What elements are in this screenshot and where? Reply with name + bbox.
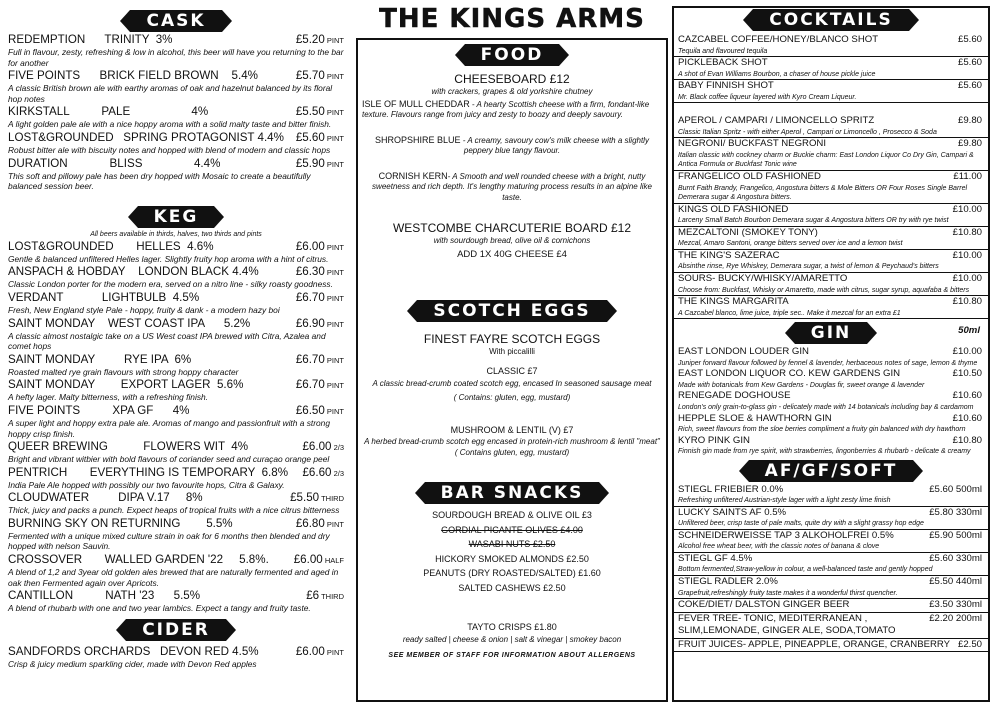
cheeseboard-title: CHEESEBOARD £12 [454, 72, 570, 86]
price-value: £5.70 [295, 69, 325, 83]
item-price [302, 440, 344, 455]
drink-name: NEGRONI/ BUCKFAST NEGRONI [678, 138, 827, 150]
item-description: A blend of 1,2 and 3year old golden ales brewed that are naturally fermented and aged in oak then Fermented again over Apricots. [8, 567, 339, 588]
drink-name: COKE/DIET/ DALSTON GINGER BEER [678, 599, 850, 611]
drink-description: London's only grain-to-glass gin - delicately made with 14 botanicals including bay & cardamom [678, 403, 974, 411]
price-unit: HALF [322, 556, 344, 566]
drink-price: £10.80 [952, 434, 982, 446]
left-column [8, 0, 344, 670]
drink-price: £10.00 [952, 273, 982, 285]
drink-price: £10.00 [952, 203, 982, 215]
drink-description: Refreshing unfiltered Austrian-style lager with a light zesty lime finish [678, 497, 891, 505]
price-value: £6.00 [302, 440, 332, 454]
drink-name: EAST LONDON LOUDER GIN [678, 346, 809, 358]
drink-item [674, 171, 988, 204]
drink-name: BABY FINNISH SHOT [678, 80, 774, 92]
snack-item: SOURDOUGH BREAD & OLIVE OIL £3 [432, 510, 592, 520]
menu-item [8, 157, 344, 171]
item-name: SANDFORDS ORCHARDS DEVON RED 4.5% [8, 644, 259, 658]
drink-price: £10.00 [952, 346, 982, 358]
cider-list [8, 645, 344, 670]
item-price [296, 517, 344, 532]
drink-description: Rich, sweet flavours from the sloe berries compliment a fruity gin balanced with dry hawthorn [678, 426, 966, 433]
charcuterie-add: ADD 1X 40G CHEESE £4 [457, 248, 567, 260]
drink-item [674, 227, 988, 250]
drink-item [674, 80, 988, 103]
snack-list [358, 508, 666, 595]
price-unit: PINT [324, 133, 344, 143]
item-name: SAINT MONDAY EXPORT LAGER 5.6% [8, 378, 244, 392]
drink-price: £10.00 [952, 249, 982, 261]
price-value: £6.00 [295, 239, 325, 253]
drink-item [674, 435, 988, 457]
price-unit: PINT [324, 647, 344, 657]
cheese-name: SHROPSHIRE BLUE [375, 134, 461, 145]
drink-price: £5.60 500ml [929, 483, 982, 495]
menu-item [8, 440, 344, 454]
price-unit: PINT [324, 519, 344, 529]
item-description: Gentle & balanced unfiltered Helles lager. Slightly fruity hop aroma with a hint of citrus. [8, 253, 329, 264]
item-description: Full in flavour, zesty, refreshing & low in alcohol, this beer will have you returning to the bar for another [8, 47, 344, 68]
drink-name: APEROL / CAMPARI / LIMONCELLO SPRITZ [678, 115, 875, 127]
drink-item [674, 346, 988, 368]
price-value: £6.50 [295, 403, 325, 417]
scotch-item [358, 424, 666, 459]
item-price [296, 317, 344, 332]
drink-price: £9.80 [957, 138, 982, 150]
cheese-item [358, 171, 666, 204]
drink-price: £5.60 [957, 34, 982, 45]
item-price [296, 240, 344, 255]
drink-name: STIEGL RADLER 2.0% [678, 576, 778, 588]
item-price [296, 404, 344, 419]
price-value: £5.60 [295, 130, 325, 144]
price-unit: 2/3 [331, 443, 344, 453]
drink-price: £5.90 500ml [929, 529, 982, 541]
item-price [296, 378, 344, 393]
price-value: £6.70 [295, 352, 325, 366]
keg-heading: KEG [8, 206, 344, 228]
scotch-title: FINEST FAYRE SCOTCH EGGS [423, 331, 601, 346]
item-price [294, 553, 344, 568]
price-value: £6.70 [295, 290, 325, 304]
keg-note: All beers available in thirds, halves, two thirds and pints [90, 230, 262, 238]
drink-description: Alcohol free wheat beer, with the classic notes of banana & clove [678, 543, 880, 551]
item-name: PENTRICH EVERYTHING IS TEMPORARY 6.8% [8, 465, 289, 479]
snack-item: SALTED CASHEWS £2.50 [458, 582, 566, 593]
item-price [296, 265, 344, 280]
cider-heading: CIDER [8, 619, 344, 641]
item-name: CROSSOVER WALLED GARDEN '22 5.8%. [8, 553, 269, 567]
drink-item [674, 530, 988, 553]
menu-item [8, 317, 344, 331]
item-name: CLOUDWATER DIPA V.17 8% [8, 491, 203, 505]
drink-description: Grapefruit,refreshingly fruity taste makes it a wonderful thirst quencher. [678, 589, 898, 597]
item-price [296, 353, 344, 368]
scotch-sub: With piccalilli [489, 346, 535, 356]
drink-description: Absinthe rinse, Rye Whiskey, Demerara sugar, a twist of lemon & Peychaud's bitters [678, 263, 939, 271]
menu-item [8, 553, 344, 567]
item-description: A blend of rhubarb with one and two year lambics. Expect a tangy and fruity taste. [8, 603, 311, 614]
drink-description: Bottom fermented,Straw-yellow in colour, a well-balanced taste and gently hopped [678, 566, 933, 574]
drink-name: STIEGL GF 4.5% [678, 552, 753, 564]
price-unit: THIRD [319, 494, 344, 504]
item-description: Classic London porter for the modern era, served on a nitro line - silky roasty goodness. [8, 279, 333, 290]
menu-item [8, 291, 344, 305]
scotch-list [358, 365, 666, 458]
drink-name: RENEGADE DOGHOUSE [678, 390, 791, 402]
item-description: Roasted malted rye grain flavours with strong hoppy character [8, 366, 239, 377]
gin-heading: GIN 50ml [674, 322, 988, 344]
menu-item [8, 33, 344, 47]
price-unit: PINT [324, 268, 344, 278]
drink-item [674, 413, 988, 435]
drink-description: A Cazcabel blanco, lime juice, triple sec.. Make it mezcal for an extra £1 [678, 309, 901, 317]
price-unit: PINT [324, 72, 344, 82]
drink-item [674, 368, 988, 390]
drink-name: MEZCALTONI (SMOKEY TONY) [678, 226, 818, 238]
snack-item: GORDIAL PICANTE OLIVES £4.00 [441, 524, 583, 535]
item-name: DURATION BLISS 4.4% [8, 156, 221, 170]
cask-heading: CASK [8, 10, 344, 32]
item-name: FIVE POINTS XPA GF 4% [8, 403, 190, 417]
menu-item [8, 404, 344, 418]
keg-list [8, 240, 344, 614]
price-unit: PINT [324, 406, 344, 416]
drink-description: Juniper forward flavour followed by fennel & lavender, herbaceous notes of sage, lemon & thyme [678, 359, 978, 367]
drink-price: £10.80 [952, 296, 982, 308]
drink-name: CAZCABEL COFFEE/HONEY/BLANCO SHOT [678, 34, 879, 45]
menu-item [8, 265, 344, 279]
price-value: £6.00 [293, 553, 323, 567]
price-value: £6.70 [295, 378, 325, 392]
item-price [296, 131, 344, 146]
item-name: FIVE POINTS BRICK FIELD BROWN 5.4% [8, 69, 258, 83]
item-description: India Pale Ale hopped with possibly our two favourite hops, Citra & Galaxy. [8, 479, 285, 490]
item-name: SAINT MONDAY RYE IPA 6% [8, 352, 192, 366]
snack-item: PEANUTS (DRY ROASTED/SALTED) £1.60 [423, 568, 601, 578]
drink-description: Larceny Small Batch Bourbon Demerara sugar & Angostura bitters OR try with rye twist [678, 217, 949, 225]
drink-item [674, 599, 988, 613]
price-value: £6.00 [295, 644, 325, 658]
menu-item [8, 69, 344, 83]
item-description: Fermented with a unique mixed culture strain in oak for 6 months then blended and dry hopped with nelson Sauvin. [8, 530, 330, 552]
item-price [296, 33, 344, 48]
drink-name: SCHNEIDERWEISSE TAP 3 ALKOHOLFREI 0.5% [678, 529, 894, 541]
drink-item [674, 507, 988, 530]
item-price [296, 291, 344, 306]
drink-description: Finnish gin made from rye spirit, with strawberries, lingonberries & rhubarb - delicate & creamy [678, 448, 971, 456]
drink-item [674, 138, 988, 171]
menu-item [8, 466, 344, 480]
item-name: REDEMPTION TRINITY 3% [8, 33, 173, 46]
item-name: SAINT MONDAY WEST COAST IPA 5.2% [8, 316, 251, 330]
gin-list [674, 346, 988, 456]
item-description: Crisp & juicy medium sparkling cider, made with Devon Red apples [8, 658, 257, 669]
price-value: £6.90 [295, 316, 325, 330]
drink-name: STIEGL FRIEBIER 0.0% [678, 483, 784, 495]
snack-item: HICKORY SMOKED ALMONDS £2.50 [435, 553, 589, 564]
item-name: CANTILLON NATH '23 5.5% [8, 589, 201, 603]
drink-price: £9.80 [957, 115, 982, 127]
price-unit: THIRD [319, 592, 344, 602]
price-value: £6.80 [295, 516, 325, 530]
drink-name: SOURS- BUCKY/WHISKY/AMARETTO [678, 273, 848, 285]
menu-item [8, 645, 344, 659]
cheese-name: ISLE OF MULL CHEDDAR [362, 98, 470, 109]
cheese-item [358, 135, 666, 157]
drink-price: £2.20 200ml [929, 612, 982, 624]
item-price [290, 491, 344, 506]
food-heading: FOOD [358, 44, 666, 66]
drink-price: £10.80 [952, 226, 982, 238]
scotch-contains: ( Contains: gluten, egg, mustard) [453, 393, 571, 402]
item-price [302, 466, 344, 481]
menu-item [8, 378, 344, 392]
snacks-heading: BAR SNACKS [358, 482, 666, 504]
cheese-name: CORNISH KERN [378, 170, 448, 181]
scotch-name: MUSHROOM & LENTIL (V) £7 [450, 424, 574, 435]
item-price [296, 105, 344, 120]
price-value: £6.30 [295, 265, 325, 279]
item-description: A super light and hoppy extra pale ale. Aromas of mango and passionfruit with a strong hoppy crisp finish. [8, 417, 331, 439]
cheese-description: - A Smooth and well rounded cheese with a bright, nutty sweetness and rich depth. It's lengthy maturing process results in an alpine like taste. [372, 171, 652, 202]
price-value: £6 [306, 589, 320, 603]
drink-price: £10.60 [952, 412, 982, 424]
drink-price: £5.60 330ml [929, 552, 982, 564]
drink-name: EAST LONDON LIQUOR CO. KEW GARDENS GIN [678, 368, 901, 380]
drink-item [674, 273, 988, 296]
drink-description: Choose from: Buckfast, Whisky or Amaretto, made with citrus, sugar syrup, aquafaba & bitters [678, 286, 970, 294]
drink-description: Tequila and flavoured tequila [678, 47, 768, 55]
price-value: £5.20 [295, 33, 325, 46]
scotch-heading: SCOTCH EGGS [358, 300, 666, 322]
item-name: ANSPACH & HOBDAY LONDON BLACK 4.4% [8, 265, 259, 279]
drink-item [674, 390, 988, 412]
menu-item [8, 240, 344, 254]
drink-price: £10.50 [952, 368, 982, 380]
price-value: £6.60 [302, 465, 332, 479]
price-unit: PINT [324, 36, 344, 45]
cheese-description: - A hearty Scottish cheese with a firm, fondant-like texture. Flavours range from juicy and zesty to boozy and deeply savoury. [362, 99, 650, 119]
price-unit: PINT [324, 293, 344, 303]
drink-item [674, 34, 988, 57]
drink-price: £5.80 330ml [929, 506, 982, 518]
drink-price: £5.50 440ml [929, 576, 982, 588]
menu-item [8, 353, 344, 367]
drink-price: £5.60 [957, 80, 982, 92]
item-name: BURNING SKY ON RETURNING 5.5% [8, 516, 233, 530]
drink-name: THE KINGS MARGARITA [678, 296, 789, 308]
menu-item [8, 491, 344, 505]
drink-description: Mezcal, Amaro Santoni, orange bitters served over ice and a lemon twist [678, 240, 903, 248]
drink-item [674, 576, 988, 599]
cask-list [8, 33, 344, 192]
snack-item: WASABI NUTS £2.50 [468, 539, 556, 549]
drink-name: FRANGELICO OLD FASHIONED [678, 171, 821, 183]
price-value: £5.50 [295, 105, 325, 119]
drink-description: Unfiltered beer, crisp taste of pale malts, quite dry with a slight grassy hop edge [678, 520, 924, 528]
soft-heading: AF/GF/SOFT [674, 460, 988, 482]
cheeseboard-sub: with crackers, grapes & old yorkshire chutney [431, 87, 593, 96]
item-name: KIRKSTALL PALE 4% [8, 105, 209, 119]
item-description: Thick, juicy and packs a punch. Expect heaps of tropical fruits with a nice citrus bitterness [8, 505, 340, 516]
drink-price: £3.50 330ml [929, 599, 982, 611]
price-unit: PINT [324, 108, 344, 118]
cheese-list [358, 99, 666, 204]
drink-name: FRUIT JUICES- APPLE, PINEAPPLE, ORANGE, CRANBERRY [678, 638, 951, 650]
menu-item [8, 589, 344, 603]
gin-measure: 50ml [958, 325, 980, 337]
cocktail-list [674, 34, 988, 319]
drink-description: Classic Italian Spritz - with either Aperol , Campari or Limoncello , Prosecco & Soda [678, 128, 937, 136]
drink-description: Made with botanicals from Kew Gardens - Douglas fir, sweet orange & lavender [678, 381, 925, 389]
drink-item [674, 250, 988, 273]
drink-price: £10.60 [952, 390, 982, 402]
drink-item [674, 553, 988, 576]
menu-item [8, 517, 344, 531]
price-unit: PINT [324, 319, 344, 329]
item-description: Robust bitter ale with biscuity notes and hopped with blend of modern and classic hops [8, 144, 331, 155]
item-description: A light golden pale ale with a nice hoppy aroma with a solid malty taste and bitter finish. [8, 119, 332, 130]
cheese-description: - A creamy, savoury cow's milk cheese with a slightly peppery blue tangy flavour. [460, 135, 649, 155]
price-unit: PINT [324, 355, 344, 365]
item-description: A classic almost nostalgic take on a US West coast IPA brewed with Citra, Azalea and comet hops [8, 330, 326, 352]
drink-name: HEPPLE SLOE & HAWTHORN GIN [678, 412, 832, 424]
drink-item [674, 204, 988, 227]
item-name: LOST&GROUNDED SPRING PROTAGONIST 4.4% [8, 130, 284, 144]
drink-name: THE KING'S SAZERAC [678, 249, 780, 261]
scotch-item [358, 365, 666, 404]
item-description: Fresh, New England style Pale - hoppy, fruity & dank - a modern hazy boi [8, 304, 280, 315]
item-price [296, 645, 344, 660]
price-value: £5.50 [290, 491, 320, 505]
drink-price: £5.60 [957, 57, 982, 69]
item-description: Bright and vibrant witbier with bold flavours of coriander seed and curaçao orange peel [8, 454, 330, 465]
drink-name: PICKLEBACK SHOT [678, 57, 768, 69]
drink-name: KYRO PINK GIN [678, 434, 750, 446]
price-unit: PINT [324, 159, 344, 169]
price-unit: 2/3 [331, 468, 344, 478]
price-unit: PINT [324, 381, 344, 391]
soft-list [674, 484, 988, 652]
item-price [296, 157, 344, 172]
item-name: QUEER BREWING FLOWERS WIT 4% [8, 440, 249, 454]
menu-item [8, 131, 344, 145]
item-name: LOST&GROUNDED HELLES 4.6% [8, 239, 214, 253]
cheese-item [358, 99, 666, 121]
drink-name: KINGS OLD FASHIONED [678, 203, 789, 215]
drink-description: Mr. Black coffee liqueur layered with Kyro Cream Liqueur. [678, 93, 857, 101]
charcuterie-sub: with sourdough bread, olive oil & cornichons [433, 236, 591, 245]
drink-name: FEVER TREE- TONIC, MEDITERRANEAN , SLIM,LEMONADE, GINGER ALE, SODA,TOMATO [678, 612, 896, 637]
drink-item [674, 639, 988, 653]
scotch-description: A herbed bread-crumb scotch egg encased in protein-rich mushroom & lentil "meat" ( Contains gluten, egg, mustard) [364, 437, 660, 457]
item-price [306, 589, 344, 604]
crisps-sub: ready salted | cheese & onion | salt & vinegar | smokey bacon [402, 634, 622, 644]
drink-price: £11.00 [953, 171, 982, 183]
drink-item [674, 613, 988, 639]
drink-item [674, 57, 988, 80]
allergen-note: SEE MEMBER OF STAFF FOR INFORMATION ABOUT ALLERGENS [388, 652, 636, 659]
drink-price: £2.50 [957, 638, 982, 650]
item-description: A classic British brown ale with earthy aromas of oak and hazelnut balanced by its floral hop notes [8, 83, 333, 104]
scotch-description: A classic bread-crumb coated scotch egg, encased In seasoned sausage meat [372, 378, 652, 388]
drink-description: Italian classic with cockney charm or Buckie charm: East London Liquor Co Dry Gin, Campari & Antica Formula or Buckfast Tonic wine [678, 151, 974, 169]
item-name: VERDANT LIGHTBULB 4.5% [8, 290, 200, 304]
price-unit: PINT [324, 242, 344, 252]
drink-description: Burnt Faith Brandy, Frangelico, Angostura bitters & Mole Bitters OR Four Roses Single Barrel Demerara sugar & Angostura bitters. [678, 184, 968, 202]
food-column [356, 38, 668, 702]
menu-item [8, 105, 344, 119]
item-price [296, 69, 344, 84]
item-description: This soft and pillowy pale has been dry hopped with Mosaic to create a beautifully balanced session beer. [8, 170, 311, 192]
item-description: A hefty lager. Malty bitterness, with a refreshing finish. [8, 392, 209, 403]
cocktails-heading: COCKTAILS [674, 9, 988, 31]
drink-item [674, 484, 988, 507]
drink-item [674, 115, 988, 138]
charcuterie-title: WESTCOMBE CHARCUTERIE BOARD £12 [392, 221, 632, 235]
drinks-column [672, 6, 990, 702]
price-value: £5.90 [295, 156, 325, 170]
page-title: THE KINGS ARMS [379, 4, 645, 34]
drink-item [674, 296, 988, 319]
crisps-title: TAYTO CRISPS £1.80 [467, 622, 557, 632]
drink-description: A shot of Evan Williams Bourbon, a chaser of house pickle juice [678, 70, 876, 78]
drink-name: LUCKY SAINTS AF 0.5% [678, 506, 787, 518]
scotch-name: CLASSIC £7 [486, 366, 538, 376]
